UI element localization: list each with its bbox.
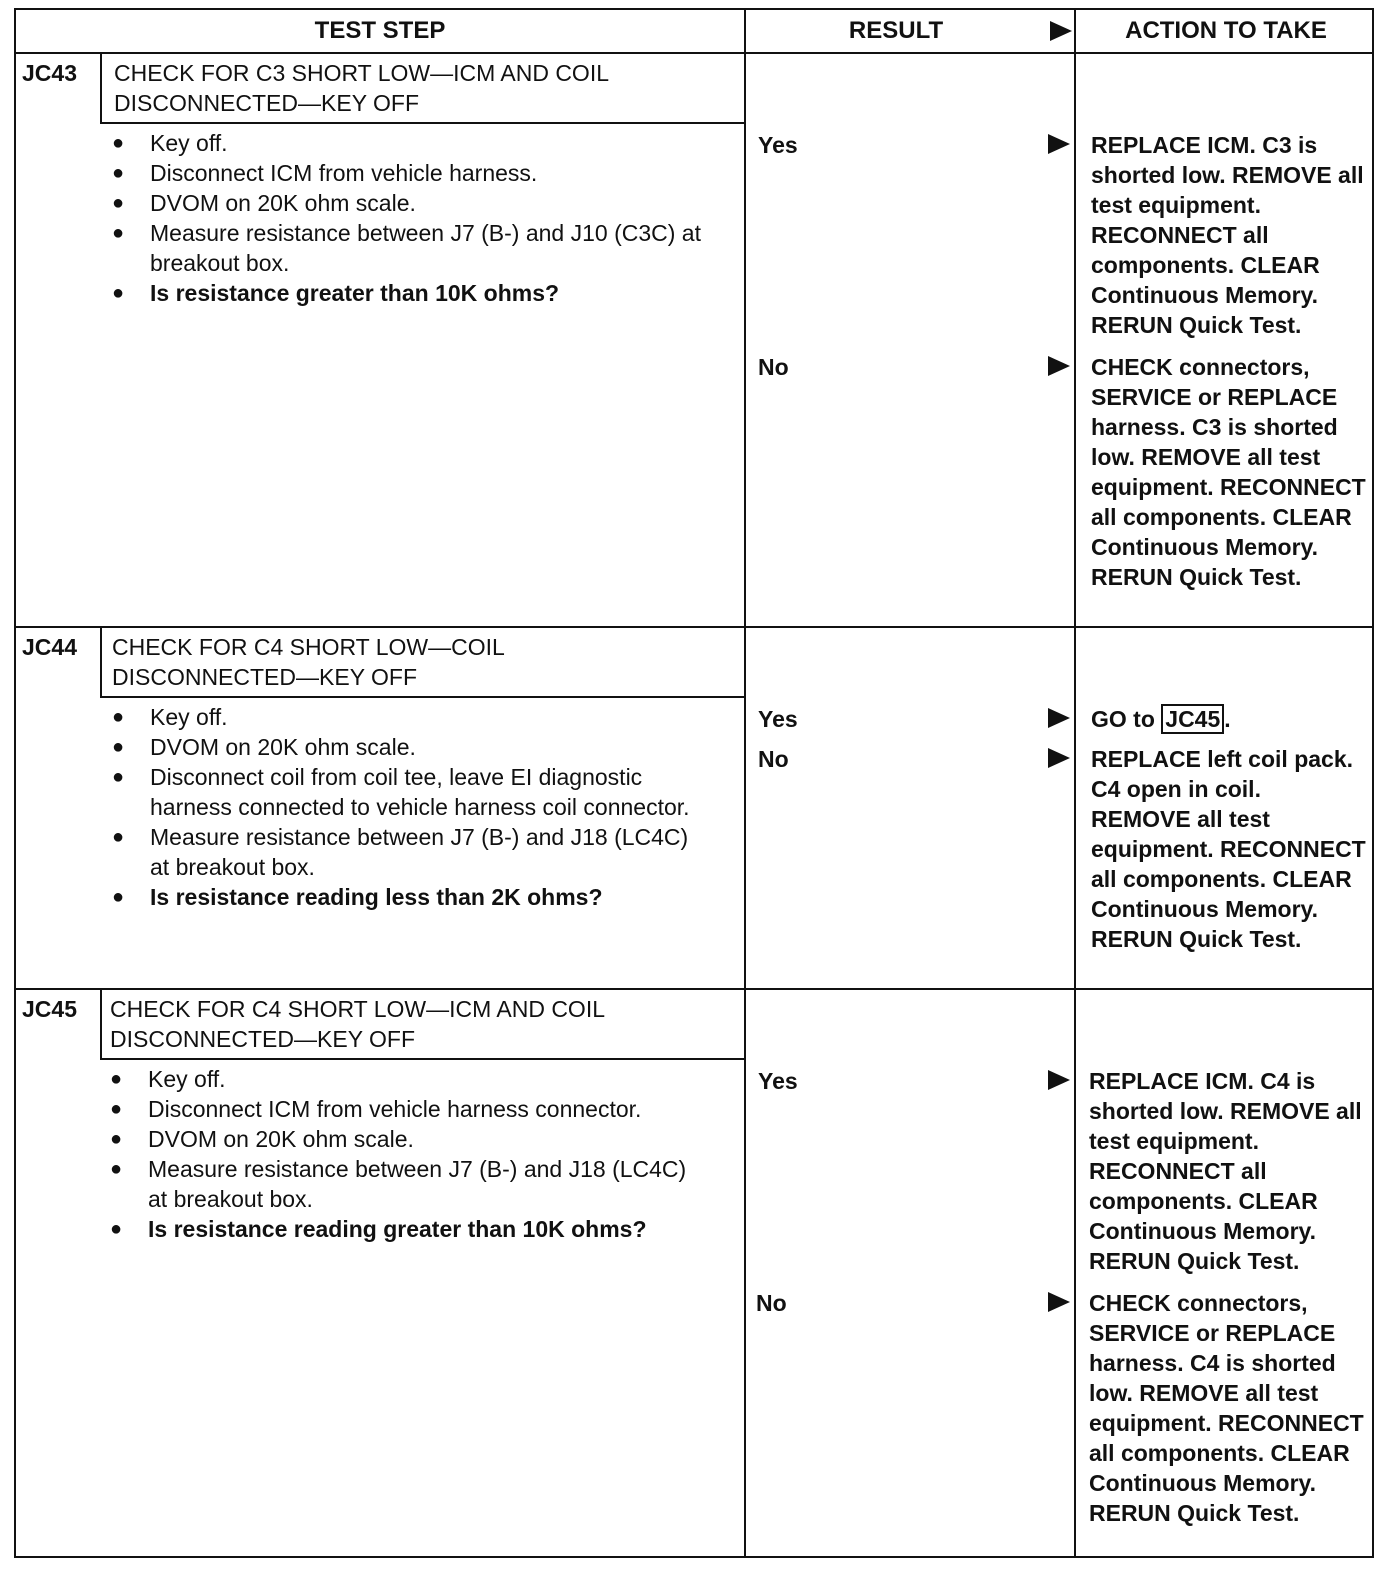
step-title-line: CHECK FOR C4 SHORT LOW—COIL [112,634,505,660]
column-divider-action [1074,10,1076,1556]
action-prefix: GO to [1091,706,1162,732]
header-test-step: TEST STEP [314,17,446,44]
instruction-item: ● Measure resistance between J7 (B-) and J18 (LC4C) at breakout box. [112,822,712,882]
action-text: CHECK connectors, SERVICE or REPLACE harness. C4 is shorted low. REMOVE all test equipment. RECONNECT all components. CLEAR Continuous Memory. RERUN Quick Test. [1089,1290,1364,1526]
action-text: REPLACE ICM. C3 is shorted low. REMOVE all test equipment. RECONNECT all components. CLEAR Continuous Memory. RERUN Quick Test. [1091,132,1364,338]
step-title [112,632,505,692]
step-id-divider [100,990,102,1058]
action-suffix: . [1224,706,1231,732]
arrow-icon [1048,748,1070,768]
instruction-item: ● Disconnect ICM from vehicle harness. [112,158,712,188]
step-title-line: DISCONNECTED—KEY OFF [114,90,419,116]
diagnostic-table [14,8,1374,1558]
action-text [1091,704,1366,734]
instruction-item: ● Disconnect coil from coil tee, leave EI diagnostic harness connected to vehicle harness coil connector. [112,762,712,822]
column-divider-result [744,10,746,1556]
result-no: No [758,354,789,380]
table-header [16,10,1372,54]
title-underline [100,1058,744,1060]
step-link-jc45[interactable]: JC45 [1161,704,1224,734]
instruction-item: ● Measure resistance between J7 (B-) and J18 (LC4C) at breakout box. [110,1154,700,1214]
step-title [114,58,609,118]
step-title-line: DISCONNECTED—KEY OFF [110,1026,415,1052]
arrow-icon [1048,134,1070,154]
instruction-item: ● DVOM on 20K ohm scale. [112,188,712,218]
header-arrow-icon [1050,21,1072,41]
instruction-item: ● Key off. [112,702,712,732]
step-instructions [112,128,712,308]
instruction-item: ● DVOM on 20K ohm scale. [112,732,712,762]
instruction-question: ● Is resistance greater than 10K ohms? [112,278,712,308]
arrow-icon [1048,356,1070,376]
step-title [110,994,605,1054]
result-no: No [756,1290,787,1316]
action-text: CHECK connectors, SERVICE or REPLACE harness. C3 is shorted low. REMOVE all test equipment. RECONNECT all components. CLEAR Continuous Memory. RERUN Quick Test. [1091,354,1366,590]
step-title-line: CHECK FOR C3 SHORT LOW—ICM AND COIL [114,60,609,86]
instruction-item: ● DVOM on 20K ohm scale. [110,1124,700,1154]
instruction-item: ● Measure resistance between J7 (B-) and J10 (C3C) at breakout box. [112,218,712,278]
step-instructions [112,702,712,912]
arrow-icon [1048,708,1070,728]
instruction-item: ● Disconnect ICM from vehicle harness connector. [110,1094,700,1124]
arrow-icon [1048,1292,1070,1312]
title-underline [100,122,744,124]
step-id: JC43 [22,60,77,86]
instruction-question: ● Is resistance reading greater than 10K ohms? [110,1214,700,1244]
instruction-item: ● Key off. [110,1064,700,1094]
step-id-divider [100,52,102,122]
header-result: RESULT [848,17,944,44]
title-underline [100,696,744,698]
action-text: REPLACE ICM. C4 is shorted low. REMOVE all test equipment. RECONNECT all components. CLEAR Continuous Memory. RERUN Quick Test. [1089,1068,1362,1274]
header-action: ACTION TO TAKE [1125,17,1327,44]
step-id: JC44 [22,634,77,660]
result-yes: Yes [758,1068,798,1094]
row-divider [16,626,1372,628]
row-divider [16,988,1372,990]
instruction-question: ● Is resistance reading less than 2K ohms? [112,882,712,912]
step-id-divider [100,628,102,696]
arrow-icon [1048,1070,1070,1090]
instruction-item: ● Key off. [112,128,712,158]
step-id: JC45 [22,996,77,1022]
result-yes: Yes [758,132,798,158]
step-instructions [110,1064,700,1244]
action-text: REPLACE left coil pack. C4 open in coil. REMOVE all test equipment. RECONNECT all components. CLEAR Continuous Memory. RERUN Quick Test. [1091,746,1366,952]
step-title-line: CHECK FOR C4 SHORT LOW—ICM AND COIL [110,996,605,1022]
step-title-line: DISCONNECTED—KEY OFF [112,664,417,690]
result-yes: Yes [758,706,798,732]
result-no: No [758,746,789,772]
